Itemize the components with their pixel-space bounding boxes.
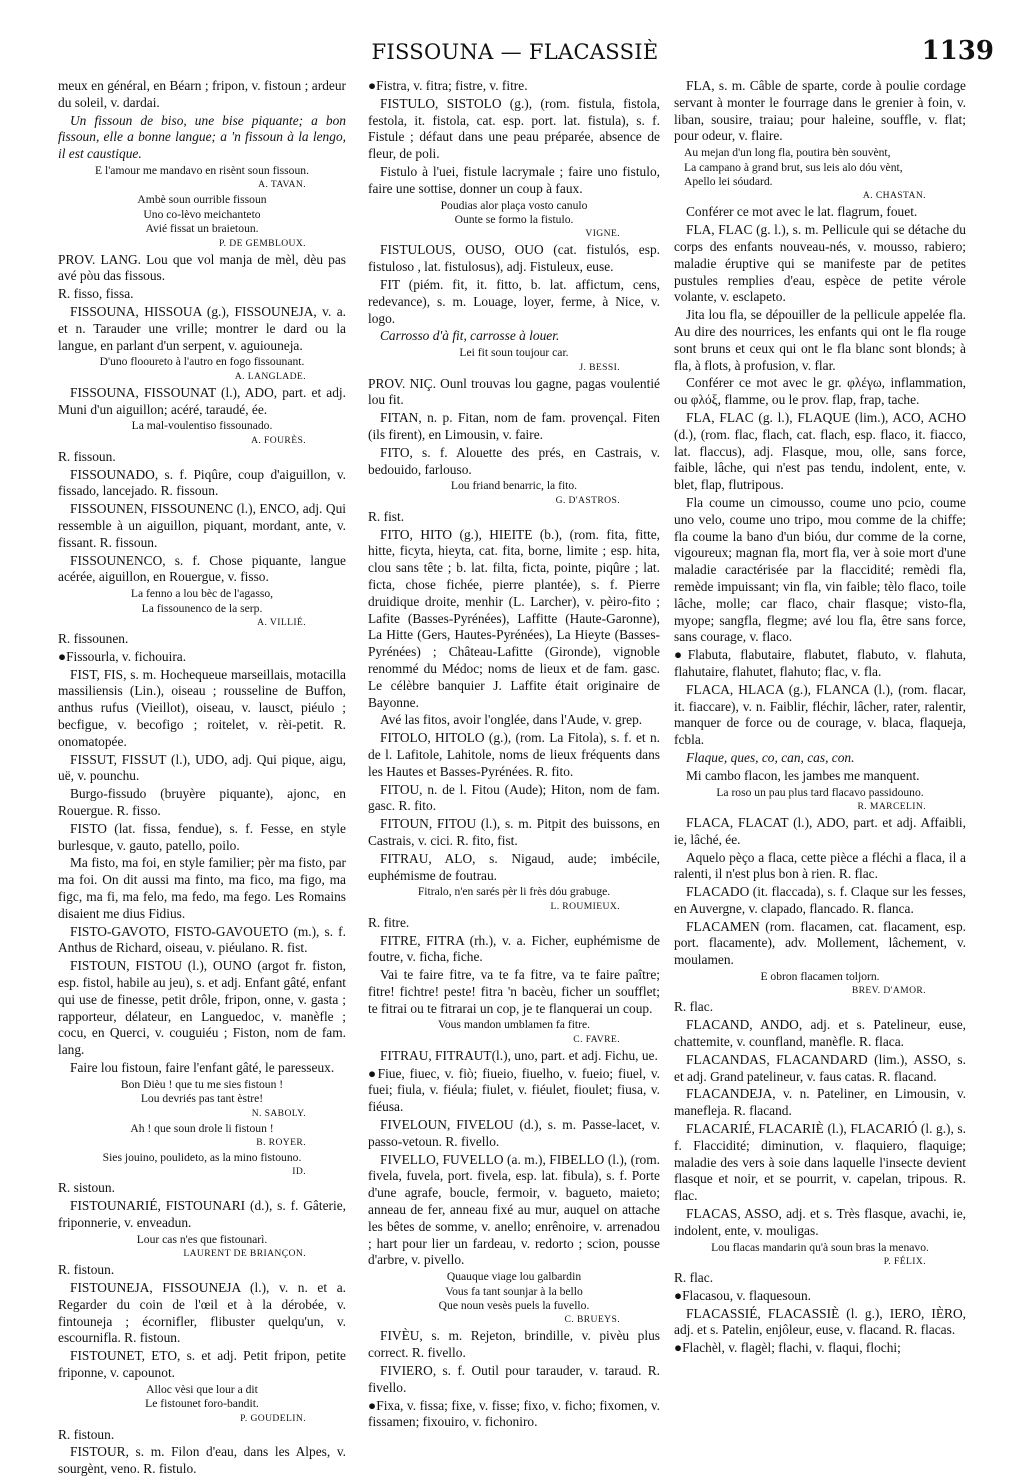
quote-line: Vous fa tant sounjar à la bello [445, 1284, 583, 1298]
dictionary-entry: FISTULOUS, OUSO, OUO (cat. fistulós, esp. fistuloso , lat. fistulosus), adj. Fistuleux, euse. [368, 242, 660, 275]
entry-text: Jita lou fla, se dépouiller de la pellicule appelée fla. Au dire des nourrices, les enfants qui ont le fla rouge sont bruns et ceux qui ont le fla blanc sont blonds; à fla, à flots, à profusion, v. flar. [674, 307, 966, 373]
quote-line: Ah ! que soun drole li fistoun ! [130, 1121, 274, 1135]
dictionary-entry: FLA, FLAC (g. l.), FLAQUE (lim.), ACO, ACHO (d.), (rom. flac, flach, cat. flach, esp. flaco, it. fiacco, lat. flaccus), adj. Flasque, mou, olle, sans force, faible, lâche, qui n'est pas tendu, indolent, ente, v. blet, flap, flutripous. [674, 409, 966, 493]
entry-text: R. fistoun. [58, 1262, 115, 1278]
quote-line: Que noun vesès puels la fuvello. [438, 1299, 590, 1313]
entry-text: Fla coume un cimousso, coume uno pcio, coume uno velo, coume uno tripo, mou comme de la chiffe; fla coume la bano d'un bióu, dur comme de la corne, vigoureux; magnan fla, mort fla, ver à soie mort d'une maladie caractérisée par la flaccidité; remèdi fla, remède impuissant; vin fla, vin faible; tèlo flaco, toile lâche, molle; car flaco, chair flasque; visto-fla, myope; sangfla, flegme; avé lou fla, être sans force, sans courage, v. flaco. [674, 494, 966, 645]
entry-text: meux en général, en Béarn ; fripon, v. fistoun ; ardeur du soleil, v. dardai. [58, 78, 346, 110]
quote-author: P. FÉLIX. [883, 1256, 926, 1268]
quote-author: P. DE GEMBLOUX. [218, 237, 306, 249]
quote-line: Fitralo, n'en sarés pèr li frès dóu grabuge. [417, 885, 611, 899]
quote-line: La fissounenco de la serp. [141, 601, 263, 615]
quote-line: Lour cas n'es que fistounarì. [136, 1232, 268, 1246]
quote-line: La fenno a lou bèc de l'agasso, [130, 587, 274, 601]
entry-text: PROV. NIÇ. Ounl trouvas lou gagne, pagas voulentié lou fit. [368, 375, 660, 408]
quote-author: A. FOURÈS. [251, 434, 306, 446]
cross-reference: ●Fiue, fiuec, v. fiò; fiueio, fiuelho, v. fueio; fiuel, v. fuei; fiula, v. fiéula; fiulet, v. fiéulet, fioulet; fiusa, v. fiéusa. [368, 1065, 660, 1115]
entry-text: R. flac. [674, 1270, 714, 1286]
quote-line: Bon Dièu ! que tu me sies fistoun ! [120, 1077, 284, 1091]
quote-line: Poudias alor plaça vosto canulo [440, 198, 588, 212]
dictionary-entry: FITO, HITO (g.), HIEITE (b.), (rom. fita, fitte, hitte, ficyta, hieyta, cat. fita, borne, limite ; esp. hita, clou sans tête ; b. lat. filta, ficta, pointe, piqûre ; lat. ficta, chose fichée, pierre plantée), s. f. Pierre druidique droite, menhir (L. Larcher), v. pèiro-fito ; Lafite (Basses-Pyrénées), Laffitte (Haute-Garonne), La Hitte (Gers, Hautes-Pyrénées), La Hieyte (Basses-Pyrénées) ; Château-Lafitte (Gironde), vignoble renommé du Médoc; noms de lieux et de fam. gasc. Le célèbre banquier J. Laffite était originaire de Bayonne. [368, 526, 660, 710]
entry-text: Mi cambo flacon, les jambes me manquent. [686, 767, 920, 783]
dictionary-entry: FITOLO, HITOLO (g.), (rom. La Fitola), s. f. et n. de l. Lafitole, Lahitole, noms de lieux fréquents dans les Hautes et Basses-Pyrénées. R. fito. [368, 730, 660, 779]
quote-line: La mal-voulentiso fissounado. [131, 419, 273, 433]
entry-text: Conférer ce mot avec le lat. flagrum, fouet. [686, 204, 918, 220]
quote-author: C. FAVRE. [573, 1033, 620, 1045]
dictionary-entry: FLA, s. m. Câble de sparte, corde à poulie cordage servant à monter le fourrage dans le grenier à foin, v. liban, sousire, traiau; pour haleine, souffle, v. flat; pour odeur, v. flaire. [674, 78, 966, 144]
quote-author: LAURENT DE BRIANÇON. [183, 1248, 306, 1260]
entry-text: R. fissounen. [58, 630, 129, 646]
dictionary-entry: FISTULO, SISTOLO (g.), (rom. fistula, fistola, festola, it. fistola, cat. esp. port. lat. fistula), s. f. Fistule ; défaut dans une peau préparée, absence de fleur, de poli. [368, 95, 660, 162]
dictionary-entry: FLACASSIÉ, FLACASSIÈ (l. g.), IERO, IÈRO, adj. et s. Patelin, enjôleur, euse, v. flacand. R. flacas. [674, 1305, 966, 1338]
quote-line: Avié fissat un braietoun. [145, 222, 259, 236]
quote-author: R. MARCELIN. [857, 800, 926, 812]
dictionary-entry: FIVELLO, FUVELLO (a. m.), FIBELLO (l.), (rom. fivela, fuvela, port. fivela, esp. lat. fibula), s. f. Porte d'une agrafe, boucle, fermoir, v. bagueto, maieto; anneau de fer, anneau fixé au mur, auquel on attache les bêtes de somme, v. anello; enrênoire, v. arrenadou ; hart pour lier un fardeau, v. redorto ; scion, pousse d'arbre, v. pivello. [368, 1151, 660, 1268]
entry-text: Ma fisto, ma foi, en style familier; pèr ma fisto, par ma foi. On dit aussi ma finto, ma fico, ma figo, ma figc, ma fi, ma felo, ma fedo, ma fego. Les Romains disaient me dius Fidius. [58, 855, 346, 921]
cross-reference: ●Fistra, v. fitra; fistre, v. fitre. [368, 78, 528, 93]
column-right [674, 78, 966, 1356]
column-middle [368, 78, 660, 1430]
quote-line: Apello lei sóudard. [684, 175, 773, 188]
entry-text: Avé las fitos, avoir l'onglée, dans l'Aude, v. grep. [380, 712, 643, 728]
entry-text: R. fisso, fissa. [58, 286, 134, 302]
quote-author: ID. [292, 1166, 306, 1178]
entry-text: R. fistoun. [58, 1426, 115, 1442]
quote-author: J. BESSI. [579, 361, 620, 373]
entry-text: Flaque, ques, co, can, cas, con. [686, 749, 855, 765]
quote-line: E l'amour me mandavo en risènt soun fissoun. [95, 163, 309, 177]
quote-line: Ounte se formo la fistulo. [454, 212, 574, 226]
quote-line: Sies jouino, poulideto, as la mino fistouno. [102, 1150, 302, 1164]
quote-line: Lou devriés pas tant èstre! [140, 1092, 264, 1106]
quote-author: VIGNE. [585, 228, 620, 240]
dictionary-entry: FIT (piém. fit, it. fitto, b. lat. affictum, cens, redevance), s. m. Louage, loyer, ferme, à Nice, v. logo. [368, 276, 660, 326]
entry-text: PROV. LANG. Lou que vol manja de mèl, dèu pas avé pòu das fissous. [58, 251, 346, 284]
dictionary-entry: FISSUT, FISSUT (l.), UDO, adj. Qui pique, aigu, uë, v. pounchu. [58, 751, 346, 784]
dictionary-entry: FISTO-GAVOTO, FISTO-GAVOUETO (m.), s. f. Anthus de Richard, oiseau, v. piéulano. R. fist. [58, 923, 346, 956]
dictionary-entry: FLACADO (it. flaccada), s. f. Claque sur les fesses, en Auvergne, v. clapado, flancado. R. flanca. [674, 884, 966, 916]
entry-text: Carrosso d'à fit, carrosse à louer. [380, 328, 560, 344]
quote-author: C. BRUEYS. [564, 1314, 620, 1326]
entry-text: Un fissoun de biso, une bise piquante; a bon fissoun, elle a bonne langue; a 'n fissoun à la lengo, il est caustique. [58, 112, 346, 162]
cross-reference: ●Flachèl, v. flagèl; flachi, v. flaqui, flochi; [674, 1340, 901, 1356]
quote-line: Lou friand benarric, la fito. [450, 479, 578, 493]
quote-line: Vous mandon umblamen fa fitre. [437, 1018, 591, 1032]
entry-text: R. fissoun. [58, 448, 116, 464]
quote-author: N. SABOLY. [251, 1107, 306, 1119]
dictionary-entry: FISTOUNET, ETO, s. et adj. Petit fripon, petite friponne, v. capounot. [58, 1348, 346, 1380]
dictionary-entry: FIVIERO, s. f. Outil pour tarauder, v. taraud. R. fivello. [368, 1363, 660, 1395]
dictionary-entry: FLACAS, ASSO, adj. et s. Très flasque, avachi, ie, indolent, ente, v. mouligas. [674, 1206, 966, 1238]
quote-author: A. LANGLADE. [234, 370, 306, 382]
page-number: 1139 [921, 36, 994, 66]
dictionary-entry: FIVÈU, s. m. Rejeton, brindille, v. pivèu plus correct. R. fivello. [368, 1328, 660, 1361]
dictionary-entry: FISTOUR, s. m. Filon d'eau, dans les Alpes, v. sourgènt, veno. R. fistulo. [58, 1444, 346, 1477]
quote-author: G. D'ASTROS. [555, 494, 620, 506]
quote-line: Ambè soun ourrible fissoun [137, 193, 267, 207]
dictionary-entry: FISTOUN, FISTOU (l.), OUNO (argot fr. fiston, esp. fistol, habile au jeu), s. et adj. Enfant gâté, enfant qui use de finesse, petit drôle, fripon, onne, v. gasta ; rapporteur, délateur, en Languedoc, v. manèfle ; cocu, en Querci, v. couguiéu ; Fiston, nom de fam. lang. [58, 958, 346, 1058]
cross-reference: ●Flacasou, v. flaquesoun. [674, 1287, 812, 1303]
dictionary-entry: FLACANDAS, FLACANDARD (lim.), ASSO, s. et adj. Grand patelineur, v. faus catas. R. flacand. [674, 1051, 966, 1084]
dictionary-entry: FITRAU, ALO, s. Nigaud, aude; imbécile, euphémisme de foutrau. [368, 850, 660, 883]
quote-line: Uno co-lèvo meichanteto [143, 207, 261, 221]
dictionary-entry: FIVELOUN, FIVELOU (d.), s. m. Passe-lacet, v. passo-vetoun. R. fivello. [368, 1117, 660, 1149]
quote-author: A. TAVAN. [258, 179, 306, 191]
quote-line: D'uno flooureto à l'autro en fogo fissounant. [99, 355, 305, 369]
entry-text: Burgo-fissudo (bruyère piquante), ajonc, en Rouergue. R. fisso. [58, 786, 346, 818]
column-left [58, 78, 346, 1477]
quote-author: BREV. D'AMOR. [851, 985, 926, 997]
dictionary-entry: FISTOUNARIÉ, FISTOUNARI (d.), s. f. Gâterie, friponnerie, v. enveadun. [58, 1198, 346, 1230]
quote-author: A. VILLIÉ. [257, 616, 306, 628]
dictionary-entry: FITRAU, FITRAUT(l.), uno, part. et adj. Fichu, ue. [380, 1047, 658, 1063]
quote-line: La roso un pau plus tard flacavo passidouno. [716, 785, 924, 799]
quote-line: Lou flacas mandarin qu'à soun bras la menavo. [711, 1240, 929, 1254]
dictionary-entry: FLA, FLAC (g. l.), s. m. Pellicule qui se détache du corps des enfants nouveau-nés, v. mousso, rabiero; maladie éruptive qui se manifeste par de petites pustules remplies d'eau, espèce de petite vérole volante, v. esclapeto. [674, 222, 966, 305]
dictionary-entry: FISSOUNEN, FISSOUNENC (l.), ENCO, adj. Qui ressemble à un aiguillon, piquant, mordant, ante, v. fissant. R. fissoun. [58, 501, 346, 550]
dictionary-entry: FLACARIÉ, FLACARIÈ (l.), FLACARIÓ (l. g.), s. f. Flaccidité; diminution, v. flaquiero, flaquige; maladie des vers à soie dans laquelle l'insecte devient flasque et noir, et se pourrit, v. capelan, tripous. R. flac. [674, 1121, 966, 1204]
quote-author: P. GOUDELIN. [240, 1412, 306, 1424]
dictionary-entry: FITO, s. f. Alouette des prés, en Castrais, v. bedouido, farlouso. [368, 444, 660, 477]
entry-text: Fistulo à l'uei, fistule lacrymale ; faire uno fistulo, faire une sottise, donner un coup à faux. [368, 163, 660, 196]
entry-text: R. flac. [674, 999, 714, 1015]
dictionary-entry: FISSOUNENCO, s. f. Chose piquante, langue acérée, aiguillon, en Rouergue, v. fisso. [58, 552, 346, 585]
entry-text: Faire lou fistoun, faire l'enfant gâté, le paresseux. [70, 1059, 335, 1075]
quote-author: A. CHASTAN. [862, 190, 926, 202]
dictionary-entry: FLACA, FLACAT (l.), ADO, part. et adj. Affaibli, ie, lâché, ée. [674, 814, 966, 847]
quote-line: Lei fit soun toujour car. [459, 346, 569, 360]
dictionary-entry: FISSOUNADO, s. f. Piqûre, coup d'aiguillon, v. fissado, lancejado. R. fissoun. [58, 466, 346, 499]
cross-reference: ●Fissourla, v. fichouira. [58, 648, 187, 664]
dictionary-entry: FISTO (lat. fissa, fendue), s. f. Fesse, en style burlesque, v. gauto, patello, poilo. [58, 820, 346, 853]
quote-line: Quauque viage lou galbardin [446, 1270, 582, 1284]
quote-line: E obron flacamen toljorn. [760, 970, 880, 984]
dictionary-entry: FLACAND, ANDO, adj. et s. Patelineur, euse, chattemite, v. counfland, manèfle. R. flaca. [674, 1017, 966, 1050]
dictionary-entry: FISTOUNEJA, FISSOUNEJA (l.), v. n. et a. Regarder du coin de l'œil et à la dérobée, v. fintouneja ; écornifler, flibuster quelqu'un, v. escournifla. R. fistoun. [58, 1279, 346, 1346]
quote-line: La campano à grand brut, sus leis alo dóu vènt, [684, 160, 903, 174]
dictionary-entry: FLACA, HLACA (g.), FLANCA (l.), (rom. flacar, it. fiaccare), v. n. Faiblir, fléchir, lâcher, rater, ralentir, manquer de force ou de courage, v. blaca, flaqueja, fcbla. [674, 681, 966, 748]
entry-text: Aquelo pèço a flaca, cette pièce a fléchi a flaca, il a ralenti, il n'est plus bon à rien. R. flac. [674, 849, 966, 882]
entry-text: Conférer ce mot avec le gr. φλέγω, inflammation, ou φλόξ, flamme, ou le prov. flap, frap, tache. [674, 375, 966, 408]
dictionary-entry: FLACAMEN (rom. flacamen, cat. flacament, esp. port. flacamente), adv. Mollement, lâchement, v. moulamen. [674, 918, 966, 968]
cross-reference: ●Flabuta, flabutaire, flabutet, flabuto, v. flahuta, flahutaire, flahutet, flahuto; flac, v. fla. [674, 647, 966, 679]
quote-line: Le fistounet foro-bandit. [145, 1397, 259, 1411]
entry-text: Vai te faire fitre, va te fa fitre, va te faire paître; fitre! fichtre! peste! fitra 'n bacèu, ficher un soufflet; te fitrai ou te fitrarai un cop, je te flanquerai un coup. [368, 967, 660, 1016]
dictionary-entry: FISSOUNA, HISSOUA (g.), FISSOUNEJA, v. a. et n. Tarauder une vrille; montrer le dard ou la langue, en parlant d'un serpent, v. aguiouneja. [58, 304, 346, 353]
dictionary-entry: FITOUN, FITOU (l.), s. m. Pitpit des buissons, en Castrais, v. cici. R. fito, fist. [368, 816, 660, 848]
quote-line: Alloc vèsi que lour a dit [146, 1382, 258, 1396]
dictionary-entry: FLACANDEJA, v. n. Pateliner, en Limousin, v. manefleja. R. flacand. [674, 1086, 966, 1119]
dictionary-entry: FISSOUNA, FISSOUNAT (l.), ADO, part. et adj. Muni d'un aiguillon; acéré, taraudé, ée. [58, 384, 346, 417]
quote-author: L. ROUMIEUX. [550, 900, 620, 912]
dictionary-entry: FITRE, FITRA (rh.), v. a. Ficher, euphémisme de foutre, v. ficha, fiche. [368, 932, 660, 965]
dictionary-entry: FITAN, n. p. Fitan, nom de fam. provençal. Fiten (ils firent), en Limousin, v. faire. [368, 410, 660, 442]
dictionary-entry: FITOU, n. de l. Fitou (Aude); Hiton, nom de fam. gasc. R. fito. [368, 781, 660, 814]
entry-text: R. fist. [368, 508, 405, 524]
entry-text: R. fitre. [368, 914, 410, 930]
entry-text: R. sistoun. [58, 1180, 115, 1196]
dictionary-entry: FIST, FIS, s. m. Hochequeue marseillais, motacilla massiliensis (Lin.), oiseau ; rousseline de Buffon, anthus rufus (Vieillot), oiseau, v. lausct, piéulo ; becfigue, v. becofigo ; roitelet, v. rèi-petit. R. onomatopée. [58, 666, 346, 749]
cross-reference: ●Fixa, v. fissa; fixe, v. fisse; fixo, v. ficho; fixomen, v. fissamen; fixouiro, v. fichoniro. [368, 1397, 660, 1430]
page-header-title: FISSOUNA — FLACASSIÈ [371, 40, 659, 64]
quote-line: Au mejan d'un long fla, poutira bèn souvènt, [684, 146, 891, 160]
quote-author: B. ROYER. [256, 1136, 306, 1148]
